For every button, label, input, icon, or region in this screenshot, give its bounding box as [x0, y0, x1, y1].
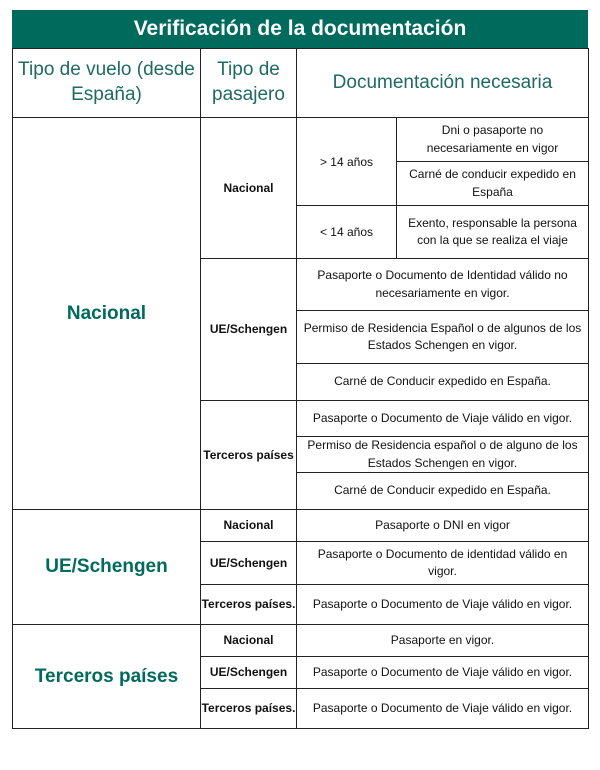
doc-terceros-residence: Permiso de Residencia español o de alguno de los Estados Schengen en vigor.	[297, 437, 589, 473]
doc-terceros-passport: Pasaporte o Documento de Viaje válido en vigor.	[297, 401, 589, 437]
passenger-ue-schengen: UE/Schengen	[201, 259, 297, 401]
passenger-ue-schengen: UE/Schengen	[201, 542, 297, 585]
flight-type-nacional: Nacional	[13, 118, 201, 510]
doc-dni-or-passport: Dni o pasaporte no necesariamente en vigor	[397, 118, 589, 162]
doc-driving-licence: Carné de conducir expedido en España	[397, 162, 589, 206]
flight-type-terceros: Terceros países	[13, 625, 201, 729]
header-flight-type: Tipo de vuelo (desde España)	[13, 49, 201, 118]
doc-exempt: Exento, responsable la persona con la que se realiza el viaje	[397, 206, 589, 259]
age-under-14: < 14 años	[297, 206, 397, 259]
table-title: Verificación de la documentación	[12, 10, 588, 48]
doc-ue-identity: Pasaporte o Documento de Identidad válido no necesariamente en vigor.	[297, 259, 589, 311]
documentation-verification-table	[12, 10, 588, 729]
doc-ue-driving-licence: Carné de Conducir expedido en España.	[297, 364, 589, 401]
passenger-ue-schengen: UE/Schengen	[201, 657, 297, 689]
passenger-nacional: Nacional	[201, 625, 297, 657]
doc-passport-or-dni: Pasaporte o DNI en vigor	[297, 510, 589, 542]
doc-passport: Pasaporte en vigor.	[297, 625, 589, 657]
passenger-terceros: Terceros países.	[201, 585, 297, 625]
doc-passport-or-identity: Pasaporte o Documento de identidad válido en vigor.	[297, 542, 589, 585]
header-required-documentation: Documentación necesaria	[297, 49, 589, 118]
passenger-terceros: Terceros países.	[201, 689, 297, 729]
doc-terceros-driving-licence: Carné de Conducir expedido en España.	[297, 473, 589, 510]
passenger-nacional: Nacional	[201, 510, 297, 542]
passenger-nacional: Nacional	[201, 118, 297, 259]
doc-passport-or-travel-doc: Pasaporte o Documento de Viaje válido en vigor.	[297, 585, 589, 625]
doc-passport-or-travel-doc: Pasaporte o Documento de Viaje válido en vigor.	[297, 657, 589, 689]
documentation-table	[12, 48, 589, 729]
doc-ue-residence: Permiso de Residencia Español o de algunos de los Estados Schengen en vigor.	[297, 311, 589, 364]
flight-type-ue-schengen: UE/Schengen	[13, 510, 201, 625]
passenger-terceros: Terceros países	[201, 401, 297, 510]
age-over-14: > 14 años	[297, 118, 397, 206]
header-passenger-type: Tipo de pasajero	[201, 49, 297, 118]
doc-passport-or-travel-doc: Pasaporte o Documento de Viaje válido en vigor.	[297, 689, 589, 729]
